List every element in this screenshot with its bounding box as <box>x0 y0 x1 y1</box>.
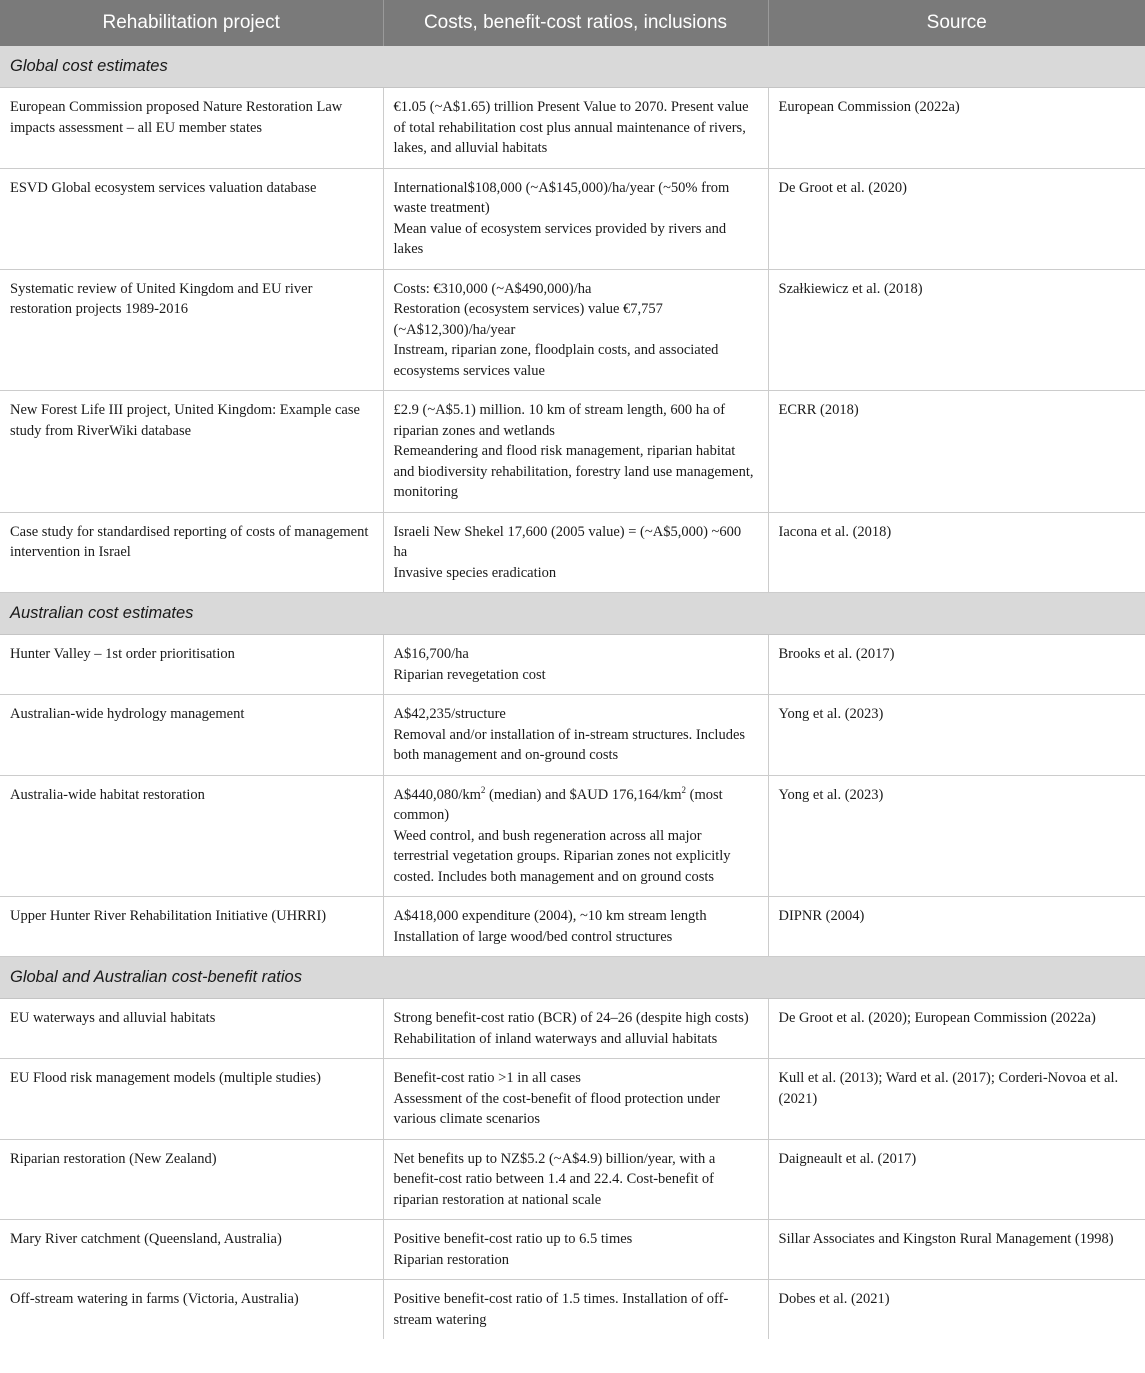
cost-text: A$440,080/km <box>393 786 481 803</box>
project-cell: Upper Hunter River Rehabilitation Initiative (UHRRI) <box>0 897 383 957</box>
cost-line <box>394 785 758 826</box>
cost-line: Riparian restoration <box>393 1251 510 1268</box>
project-cell: EU waterways and alluvial habitats <box>0 999 383 1059</box>
section-row <box>0 957 1145 999</box>
cost-line: A$42,235/structure <box>393 706 506 722</box>
table-row <box>0 635 1145 695</box>
cost-line: Installation of large wood/bed control structures <box>393 928 673 945</box>
project-cell: Riparian restoration (New Zealand) <box>0 1139 383 1220</box>
cost-line: Rehabilitation of inland waterways and alluvial habitats <box>393 1030 718 1047</box>
cost-line: Weed control, and bush regeneration across all major terrestrial vegetation groups. Riparian zones not explicitly costed. Includes both management and on ground costs <box>393 827 731 885</box>
costs-cell <box>383 775 768 897</box>
project-cell: European Commission proposed Nature Restoration Law impacts assessment – all EU member states <box>0 88 383 169</box>
costs-cell <box>383 168 768 269</box>
costs-cell <box>383 999 768 1059</box>
table-row <box>0 269 1145 391</box>
source-cell: Iacona et al. (2018) <box>768 512 1145 593</box>
costs-cell <box>383 635 768 695</box>
table-row <box>0 1139 1145 1220</box>
superscript: 2 <box>480 784 486 795</box>
cost-line: Benefit-cost ratio >1 in all cases <box>393 1070 581 1086</box>
table-body <box>0 46 1145 1339</box>
source-cell: European Commission (2022a) <box>768 88 1145 169</box>
costs-cell <box>383 1220 768 1280</box>
table-row <box>0 1280 1145 1340</box>
cost-line: Positive benefit-cost ratio of 1.5 times. Installation of off-stream watering <box>393 1291 729 1328</box>
cost-line: Riparian revegetation cost <box>393 666 546 683</box>
project-cell: EU Flood risk management models (multiple studies) <box>0 1059 383 1140</box>
costs-cell <box>383 512 768 593</box>
source-cell: De Groot et al. (2020) <box>768 168 1145 269</box>
header-row <box>0 0 1145 46</box>
table-row <box>0 391 1145 513</box>
source-cell: Yong et al. (2023) <box>768 695 1145 776</box>
table-row <box>0 1059 1145 1140</box>
table-row <box>0 512 1145 593</box>
costs-cell <box>383 1280 768 1340</box>
cost-text: (median) and $AUD 176,164/km <box>485 786 682 803</box>
table-row <box>0 897 1145 957</box>
costs-cell <box>383 391 768 513</box>
section-title: Australian cost estimates <box>0 593 1145 635</box>
cost-line: Invasive species eradication <box>393 564 557 581</box>
project-cell: Australian-wide hydrology management <box>0 695 383 776</box>
project-cell: Hunter Valley – 1st order prioritisation <box>0 635 383 695</box>
cost-line: Net benefits up to NZ$5.2 (~A$4.9) billion/year, with a benefit-cost ratio between 1.4 and 22.4. Cost-benefit of riparian restoration at national scale <box>393 1150 716 1208</box>
source-cell: Brooks et al. (2017) <box>768 635 1145 695</box>
table-row <box>0 1220 1145 1280</box>
source-cell: Kull et al. (2013); Ward et al. (2017); Corderi-Novoa et al. (2021) <box>768 1059 1145 1140</box>
cost-line: Mean value of ecosystem services provided by rivers and lakes <box>393 220 727 257</box>
project-cell: Off-stream watering in farms (Victoria, Australia) <box>0 1280 383 1340</box>
source-cell: Szałkiewicz et al. (2018) <box>768 269 1145 391</box>
table-row <box>0 695 1145 776</box>
cost-line: Strong benefit-cost ratio (BCR) of 24–26 (despite high costs) <box>393 1010 749 1026</box>
cost-line: Assessment of the cost-benefit of flood protection under various climate scenarios <box>393 1090 721 1127</box>
project-cell: Mary River catchment (Queensland, Australia) <box>0 1220 383 1280</box>
source-cell: DIPNR (2004) <box>768 897 1145 957</box>
table-row <box>0 88 1145 169</box>
header-source: Source <box>768 0 1145 46</box>
section-title: Global and Australian cost-benefit ratios <box>0 957 1145 999</box>
section-row <box>0 46 1145 88</box>
source-cell: ECRR (2018) <box>768 391 1145 513</box>
cost-line: Positive benefit-cost ratio up to 6.5 times <box>393 1231 633 1247</box>
section-row <box>0 593 1145 635</box>
cost-line: A$16,700/ha <box>393 646 469 662</box>
costs-cell <box>383 1059 768 1140</box>
costs-cell <box>383 1139 768 1220</box>
project-cell: ESVD Global ecosystem services valuation database <box>0 168 383 269</box>
project-cell: New Forest Life III project, United Kingdom: Example case study from RiverWiki database <box>0 391 383 513</box>
source-cell: Daigneault et al. (2017) <box>768 1139 1145 1220</box>
costs-cell <box>383 695 768 776</box>
cost-line: Removal and/or installation of in-stream structures. Includes both management and on-ground costs <box>393 726 746 763</box>
costs-cell <box>383 897 768 957</box>
table-row <box>0 775 1145 897</box>
header-costs: Costs, benefit-cost ratios, inclusions <box>383 0 768 46</box>
cost-line: Remeandering and flood risk management, riparian habitat and biodiversity rehabilitation, forestry land use management, monitoring <box>393 443 754 500</box>
cost-text: (most common) <box>393 786 723 823</box>
source-cell: Yong et al. (2023) <box>768 775 1145 897</box>
cost-line: Costs: €310,000 (~A$490,000)/ha <box>393 280 592 297</box>
table-row <box>0 999 1145 1059</box>
cost-line: Restoration (ecosystem services) value €7,757 (~A$12,300)/ha/year <box>393 301 663 338</box>
section-title: Global cost estimates <box>0 46 1145 88</box>
table-row <box>0 168 1145 269</box>
cost-line: £2.9 (~A$5.1) million. 10 km of stream length, 600 ha of riparian zones and wetlands <box>393 402 726 439</box>
source-cell: Sillar Associates and Kingston Rural Management (1998) <box>768 1220 1145 1280</box>
cost-line: Instream, riparian zone, floodplain costs, and associated ecosystems services value <box>393 342 719 379</box>
cost-line: €1.05 (~A$1.65) trillion Present Value to 2070. Present value of total rehabilitation cost plus annual maintenance of rivers, lakes, and alluvial habitats <box>393 99 749 156</box>
cost-line: A$418,000 expenditure (2004), ~10 km stream length <box>393 908 707 924</box>
header-project: Rehabilitation project <box>0 0 383 46</box>
cost-line: International$108,000 (~A$145,000)/ha/year (~50% from waste treatment) <box>393 179 730 216</box>
cost-line: Israeli New Shekel 17,600 (2005 value) = (~A$5,000) ~600 ha <box>393 523 742 560</box>
source-cell: Dobes et al. (2021) <box>778 1291 890 1307</box>
project-cell: Systematic review of United Kingdom and EU river restoration projects 1989-2016 <box>0 269 383 391</box>
project-cell: Australia-wide habitat restoration <box>0 775 383 897</box>
superscript: 2 <box>681 784 687 795</box>
costs-cell <box>383 269 768 391</box>
costs-cell <box>383 88 768 169</box>
source-cell: De Groot et al. (2020); European Commission (2022a) <box>768 999 1145 1059</box>
project-cell: Case study for standardised reporting of costs of management intervention in Israel <box>0 512 383 593</box>
